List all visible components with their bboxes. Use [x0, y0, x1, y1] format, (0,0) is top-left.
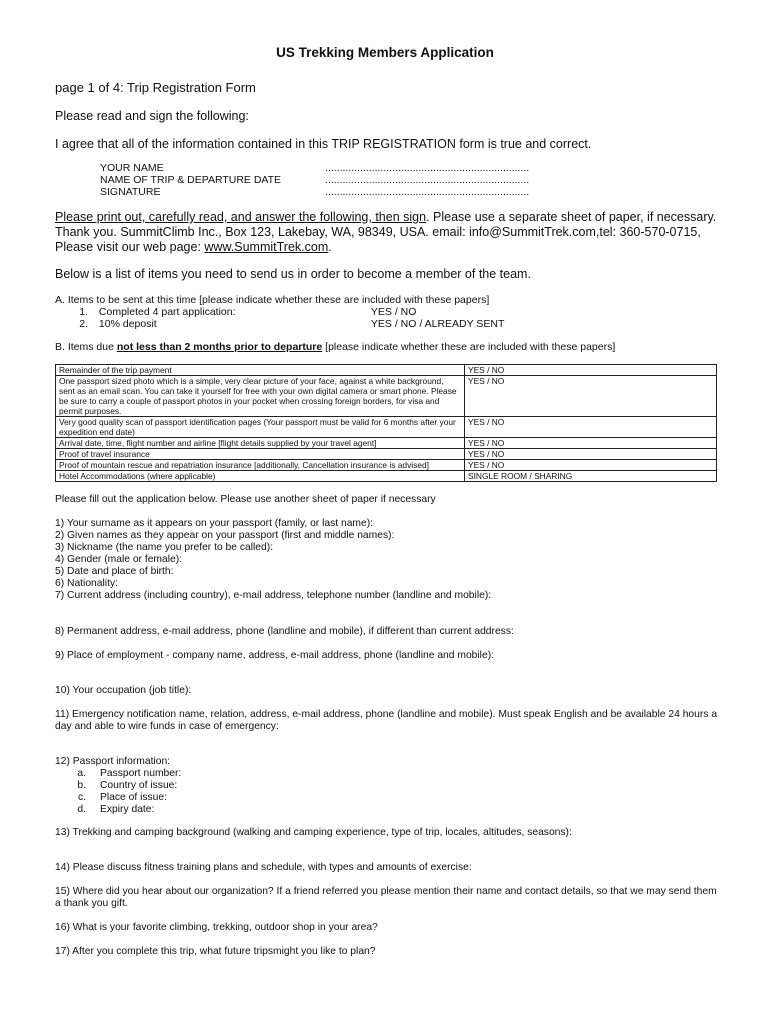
- instructions-underlined: Please print out, carefully read, and answer the following, then sign: [55, 210, 427, 224]
- page-label: page 1 of 4: Trip Registration Form: [55, 80, 256, 95]
- signature-line: ......................................................................: [325, 174, 530, 186]
- question-16[interactable]: 16) What is your favorite climbing, trekking, outdoor shop in your area?: [55, 922, 378, 933]
- table-cell-item: Proof of travel insurance: [56, 449, 465, 460]
- question-10[interactable]: 10) Your occupation (job title):: [55, 685, 192, 696]
- table-cell-item: Hotel Accommodations (where applicable): [56, 471, 465, 482]
- section-b-heading: B. Items due not less than 2 months prior to departure [please indicate whether these are included with these papers]: [55, 341, 616, 353]
- question-4[interactable]: 4) Gender (male or female):: [55, 554, 183, 565]
- table-row: [56, 460, 717, 471]
- signature-row-signature[interactable]: [100, 186, 529, 198]
- agreement-text: I agree that all of the information contained in this TRIP REGISTRATION form is true and correct.: [55, 137, 592, 151]
- section-a-item: 1. Completed 4 part application: YES / NO: [79, 306, 417, 318]
- section-a-heading: A. Items to be sent at this time [please indicate whether these are included with these papers]: [55, 294, 490, 306]
- question-5[interactable]: 5) Date and place of birth:: [55, 566, 174, 577]
- passport-number-field[interactable]: a. Passport number:: [77, 768, 182, 779]
- table-cell-item: One passport sized photo which is a simple, very clear picture of your face, against a white background, sent as an email scan. You can take it yourself for free with your own digital camera or smart phone. Please be sure to carry a couple of passport photos in your pocket when crossing foreign borders, for visa and permit purposes.: [56, 376, 465, 417]
- table-cell-item: Remainder of the trip payment: [56, 365, 465, 376]
- signature-row-name[interactable]: [100, 162, 529, 174]
- table-cell-answer[interactable]: YES / NO: [465, 449, 717, 460]
- question-12: 12) Passport information:: [55, 756, 171, 767]
- expiry-date-field[interactable]: d. Expiry date:: [77, 804, 155, 815]
- signature-row-trip[interactable]: [100, 174, 529, 186]
- table-row: [56, 449, 717, 460]
- instructions-paragraph: Please print out, carefully read, and answer the following, then sign. Please use a separate sheet of paper, if necessary. Thank you. SummitClimb Inc., Box 123, Lakebay, WA, 98349, USA. email: info@SummitTrek.com,tel: 360-570-0715, Please visit our web page: www.SummitTrek.com.: [55, 210, 717, 254]
- table-cell-answer[interactable]: SINGLE ROOM / SHARING: [465, 471, 717, 482]
- table-cell-answer[interactable]: YES / NO: [465, 460, 717, 471]
- table-row: [56, 376, 717, 417]
- table-row: [56, 438, 717, 449]
- signature-line: ......................................................................: [325, 162, 530, 174]
- table-cell-item: Proof of mountain rescue and repatriation insurance [additionally, Cancellation insurance is advised]: [56, 460, 465, 471]
- question-13[interactable]: 13) Trekking and camping background (walking and camping experience, type of trip, locales, altitudes, seasons):: [55, 827, 572, 838]
- website-link[interactable]: www.SummitTrek.com: [204, 240, 329, 254]
- table-row: [56, 365, 717, 376]
- question-17[interactable]: 17) After you complete this trip, what future tripsmight you like to plan?: [55, 946, 376, 957]
- country-of-issue-field[interactable]: b. Country of issue:: [77, 780, 178, 791]
- question-15[interactable]: 15) Where did you hear about our organization? If a friend referred you please mention their name and contact details, so that we may send them a thank you gift.: [55, 886, 717, 909]
- question-6[interactable]: 6) Nationality:: [55, 578, 118, 589]
- signature-label: YOUR NAME: [100, 162, 164, 174]
- question-1[interactable]: 1) Your surname as it appears on your passport (family, or last name):: [55, 518, 374, 529]
- below-list-text: Below is a list of items you need to send us in order to become a member of the team.: [55, 267, 531, 281]
- fill-out-text: Please fill out the application below. Please use another sheet of paper if necessary: [55, 494, 436, 505]
- instructions-rest: . Please use a separate sheet of paper, if necessary. Thank you. SummitClimb Inc., Box 123, Lakebay, WA, 98349, USA. email: info@SummitTrek.com,tel: 360-570-0715, Please visit our web page:: [55, 210, 717, 254]
- items-due-table: [55, 364, 717, 482]
- table-cell-answer[interactable]: YES / NO: [465, 365, 717, 376]
- table-cell-item: Arrival date, time, flight number and airline [flight details supplied by your travel agent]: [56, 438, 465, 449]
- signature-label: NAME OF TRIP & DEPARTURE DATE: [100, 174, 282, 186]
- question-2[interactable]: 2) Given names as they appear on your passport (first and middle names):: [55, 530, 395, 541]
- table-cell-item: Very good quality scan of passport identification pages (Your passport must be valid for 6 months after your expedition end date): [56, 417, 465, 438]
- question-8[interactable]: 8) Permanent address, e-mail address, phone (landline and mobile), if different than current address:: [55, 626, 514, 637]
- question-11[interactable]: 11) Emergency notification name, relation, address, e-mail address, phone (landline and mobile). Must speak English and be available 24 hours a day and able to wire funds in case of emergency:: [55, 709, 718, 732]
- question-14[interactable]: 14) Please discuss fitness training plans and schedule, with types and amounts of exercise:: [55, 862, 472, 873]
- table-cell-answer[interactable]: YES / NO: [465, 417, 717, 438]
- table-row: [56, 471, 717, 482]
- question-3[interactable]: 3) Nickname (the name you prefer to be called):: [55, 542, 274, 553]
- read-sign-text: Please read and sign the following:: [55, 109, 249, 123]
- table-row: [56, 417, 717, 438]
- question-7[interactable]: 7) Current address (including country), e-mail address, telephone number (landline and mobile):: [55, 590, 492, 601]
- section-a-item: 2. 10% deposit YES / NO / ALREADY SENT: [79, 318, 505, 330]
- signature-label: SIGNATURE: [100, 186, 161, 198]
- place-of-issue-field[interactable]: c. Place of issue:: [77, 792, 167, 803]
- signature-line: ......................................................................: [325, 186, 530, 198]
- table-cell-answer[interactable]: YES / NO: [465, 376, 717, 417]
- section-b-emphasis: not less than 2 months prior to departure: [116, 341, 323, 353]
- form-title: US Trekking Members Application: [276, 45, 494, 60]
- table-cell-answer[interactable]: YES / NO: [465, 438, 717, 449]
- question-9[interactable]: 9) Place of employment - company name, address, e-mail address, phone (landline and mobile):: [55, 650, 494, 661]
